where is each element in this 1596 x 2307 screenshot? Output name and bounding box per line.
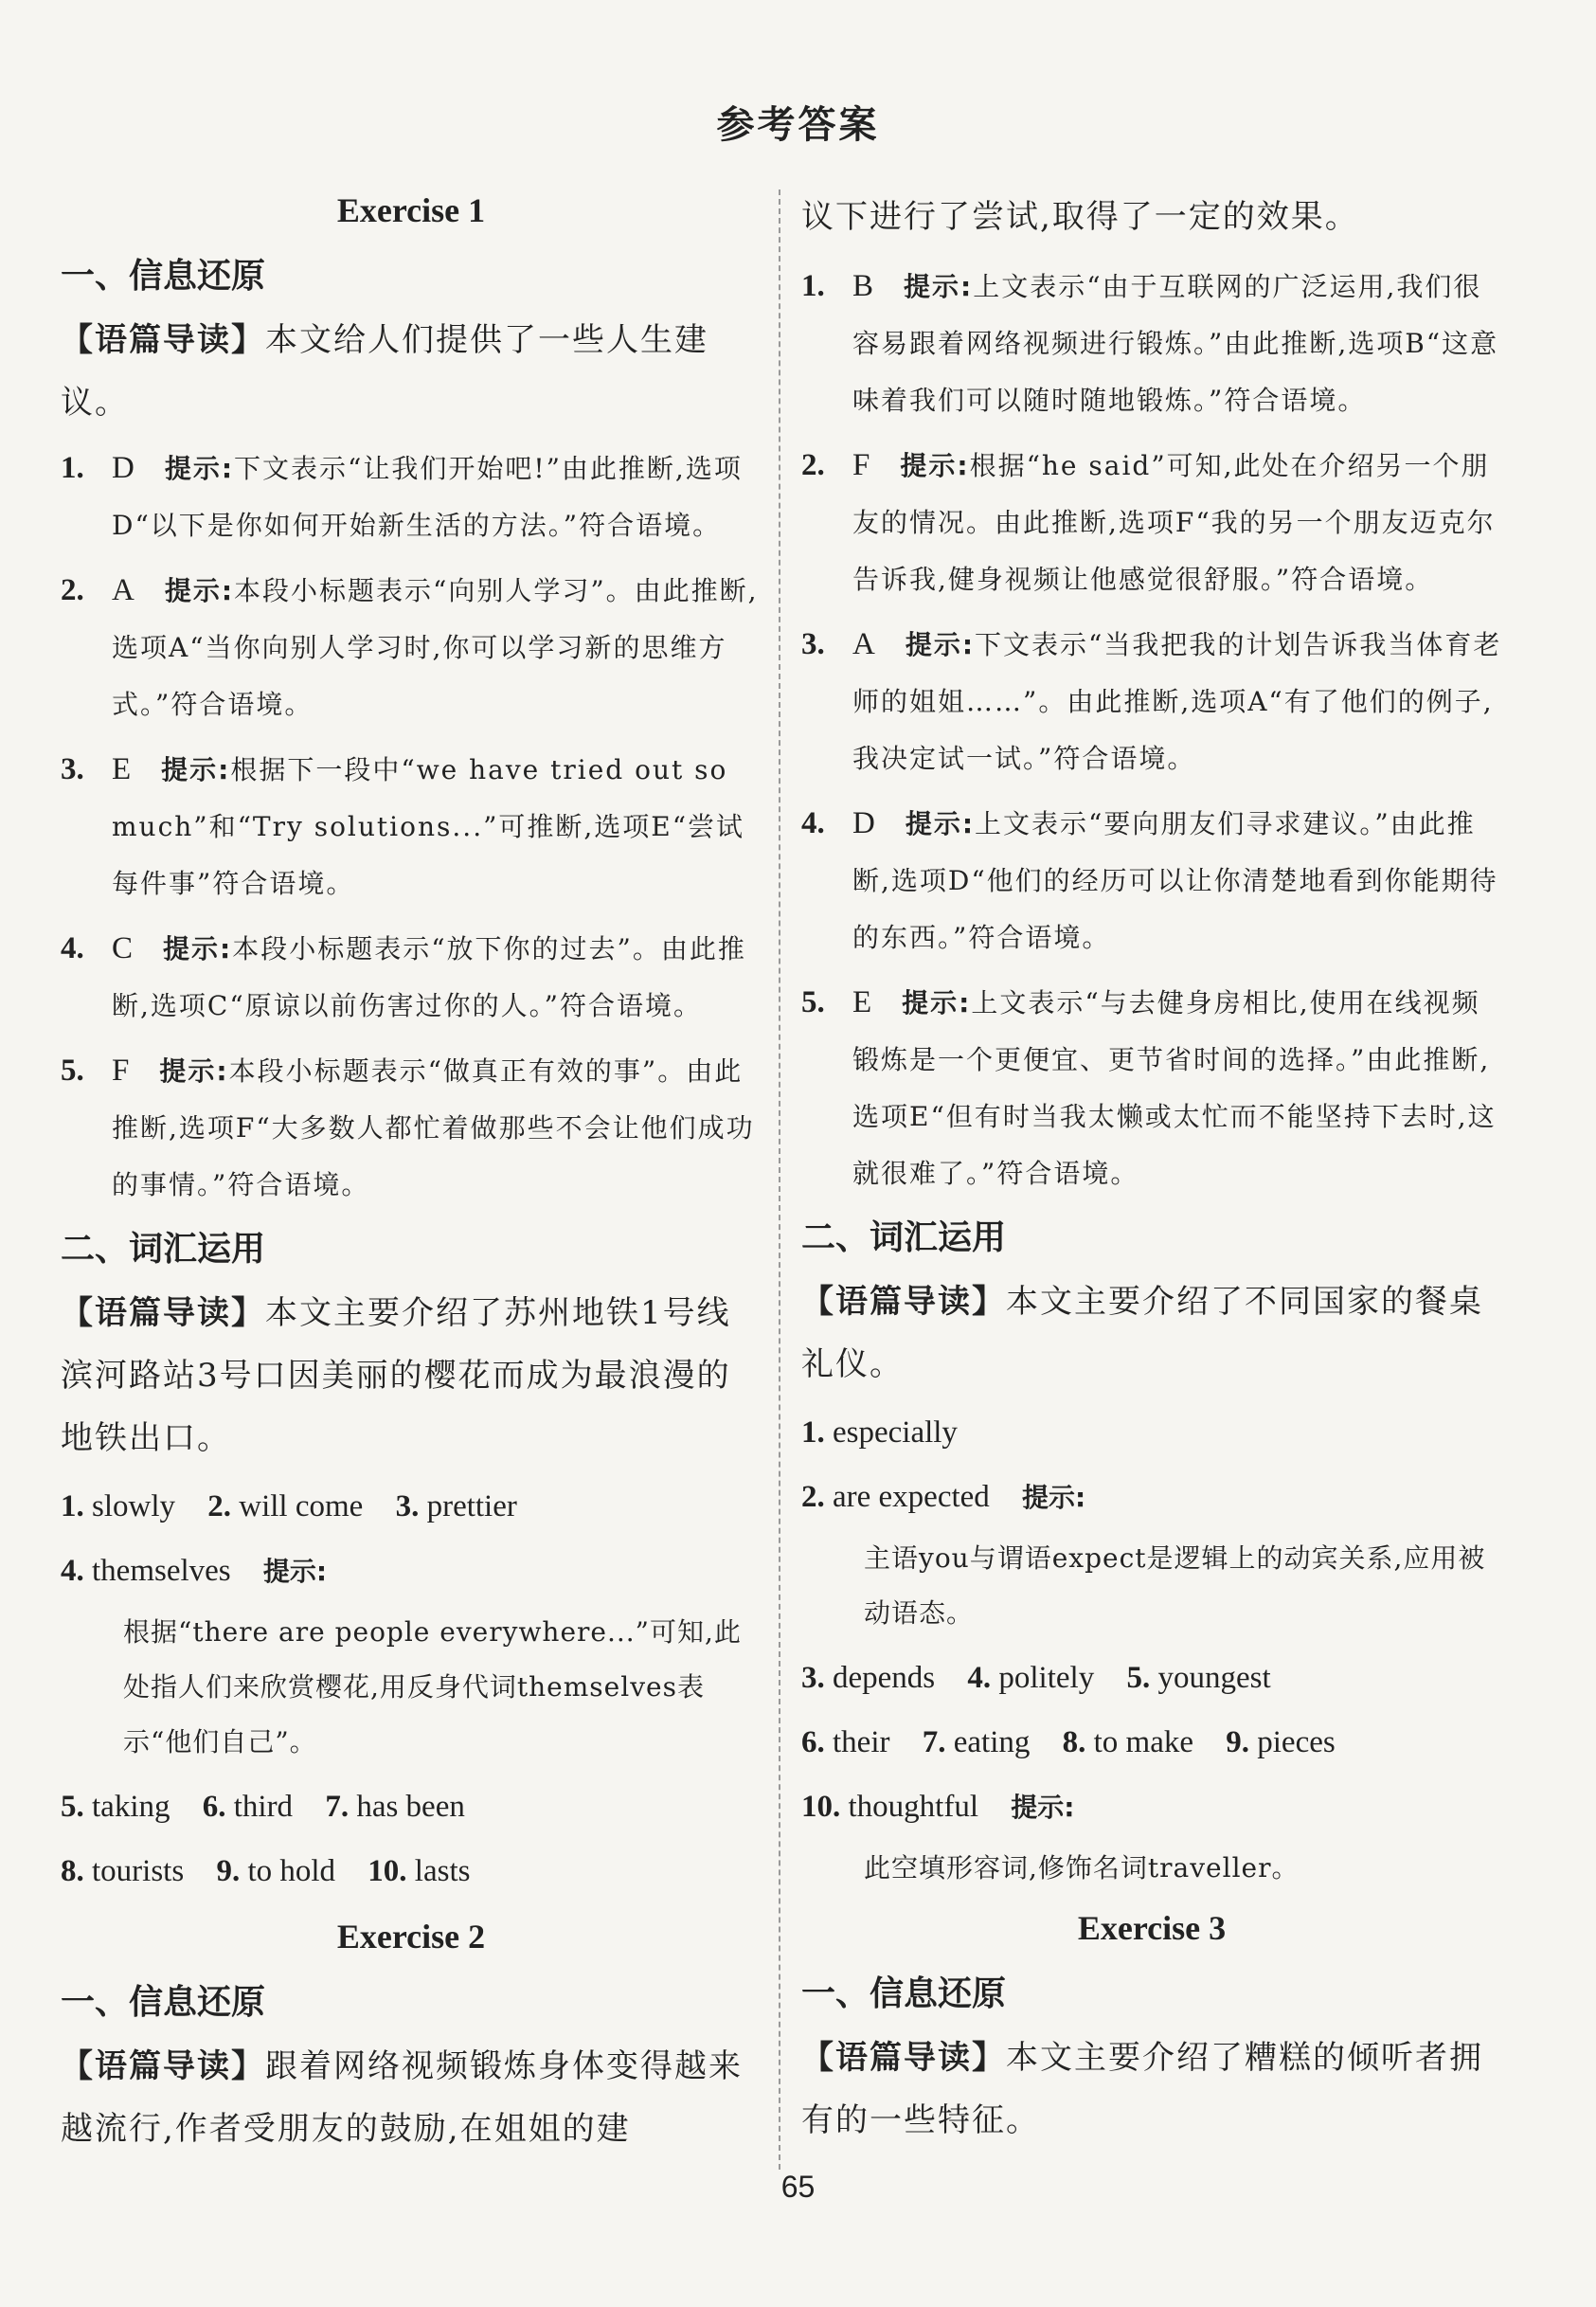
item-number: 10. <box>368 1854 407 1888</box>
ex1-vocab-item-4-hint: 根据“there are people everywhere...”可知,此处指人们来欣赏樱花,用反身代词themselves表示“他们自己”。 <box>123 1616 742 1757</box>
answer-letter: D <box>112 451 136 485</box>
ex2-answer-5 <box>801 974 1502 1202</box>
ex1-section2-heading: 二、词汇运用 <box>61 1230 266 1269</box>
answer-letter: A <box>112 573 136 607</box>
answer-letter: F <box>112 1054 132 1088</box>
ex1-vocab-item-4 <box>61 1540 762 1603</box>
hint-text: 根据“he said”可知,此处在介绍另一个朋友的情况。由此推断,选项F“我的另一个朋友迈克尔告诉我,健身视频让他感觉很舒服。”符合语境。 <box>852 450 1496 595</box>
item-number: 5. <box>61 1790 84 1824</box>
exercise-2-title: Exercise 2 <box>336 1918 486 1956</box>
ex2-vocab-item-2-hint: 主语you与谓语expect是逻辑上的动宾关系,应用被动语态。 <box>864 1542 1486 1629</box>
hint-text: 本段小标题表示“做真正有效的事”。由此推断,选项F“大多数人都忙着做那些不会让他们成功的事情。”符合语境。 <box>112 1055 755 1200</box>
item-number: 3. <box>801 1661 825 1695</box>
item-number: 5. <box>801 985 825 1019</box>
item-number: 2. <box>207 1489 232 1523</box>
ex2-vocab-row-3 <box>801 1647 1502 1709</box>
answer-letter: E <box>852 985 874 1019</box>
item-number: 4. <box>61 1554 84 1588</box>
column-divider <box>779 189 780 2170</box>
hint-text: 上文表示“由于互联网的广泛运用,我们很容易跟着网络视频进行锻炼。”由此推断,选项B“这意味着我们可以随时随地锻炼。”符合语境。 <box>852 271 1499 416</box>
hint-label: 提示: <box>161 754 231 785</box>
intro-tag: 【语篇导读】 <box>61 2047 265 2085</box>
hint-label: 提示: <box>164 575 235 606</box>
intro-tag: 【语篇导读】 <box>801 2039 1006 2077</box>
exercise-1-title: Exercise 1 <box>336 191 486 229</box>
item-number: 8. <box>1062 1725 1086 1759</box>
answer-word: taking <box>92 1790 170 1824</box>
hint-text: 本段小标题表示“向别人学习”。由此推断,选项A“当你向别人学习时,你可以学习新的思维方式。”符合语境。 <box>112 575 759 720</box>
answer-letter: C <box>112 931 135 965</box>
answer-word: are expected <box>833 1480 990 1514</box>
ex1-section1-intro <box>61 309 762 434</box>
hint-label: 提示: <box>164 453 235 484</box>
hint-label: 提示: <box>262 1556 328 1587</box>
hint-label: 提示: <box>900 450 970 481</box>
hint-label: 提示: <box>159 1055 229 1087</box>
left-column <box>61 186 762 2166</box>
item-number: 1. <box>61 1489 84 1523</box>
answer-word: eating <box>953 1725 1031 1759</box>
ex2-section1-heading: 一、信息还原 <box>61 1983 266 2022</box>
intro-text: 跟着网络视频锻炼身体变得越来越流行,作者受朋友的鼓励,在姐姐的建 <box>61 2047 743 2148</box>
ex1-answer-3 <box>61 741 762 912</box>
item-number: 5. <box>1126 1661 1151 1695</box>
intro-text: 本文主要介绍了糟糕的倾听者拥有的一些特征。 <box>801 2039 1483 2139</box>
hint-text: 上文表示“与去健身房相比,使用在线视频锻炼是一个更便宜、更节省时间的选择。”由此推断,选项E“但有时当我太懒或太忙而不能坚持下去时,这就很难了。”符合语境。 <box>852 987 1497 1189</box>
page-title: 参考答案 <box>716 103 880 147</box>
intro-text: 本文主要介绍了苏州地铁1号线滨河路站3号口因美丽的樱花而成为最浪漫的地铁出口。 <box>61 1294 731 1457</box>
ex2-answer-1 <box>801 258 1502 429</box>
item-number: 7. <box>922 1725 946 1759</box>
answer-word: lasts <box>414 1854 471 1888</box>
ex1-section2-intro <box>61 1282 762 1469</box>
intro-text: 本文给人们提供了一些人生建议。 <box>61 321 708 422</box>
answer-word: to make <box>1093 1725 1194 1759</box>
hint-text: 上文表示“要向朋友们寻求建议。”由此推断,选项D“他们的经历可以让你清楚地看到你能期待的东西。”符合语境。 <box>852 808 1498 953</box>
item-number: 4. <box>801 806 825 840</box>
hint-text: 根据下一段中“we have tried out so much”和“Try solutions...”可推断,选项E“尝试每件事”符合语境。 <box>112 754 745 899</box>
ex2-vocab-row-4 <box>801 1711 1502 1774</box>
item-number: 5. <box>61 1054 84 1088</box>
ex2-answer-2 <box>801 437 1502 608</box>
intro-tag: 【语篇导读】 <box>61 1294 265 1332</box>
page-number: 65 <box>780 2170 816 2204</box>
item-number: 3. <box>801 627 825 661</box>
item-number: 4. <box>967 1661 992 1695</box>
answer-word: prettier <box>426 1489 517 1523</box>
answer-word: youngest <box>1157 1661 1271 1695</box>
ex1-section1-heading: 一、信息还原 <box>61 257 266 296</box>
ex2-vocab-item-1 <box>801 1401 1502 1464</box>
ex1-answer-4 <box>61 920 762 1035</box>
ex1-answer-5 <box>61 1042 762 1214</box>
item-number: 10. <box>801 1790 841 1824</box>
item-number: 4. <box>61 931 84 965</box>
answer-word: pieces <box>1257 1725 1336 1759</box>
item-number: 1. <box>61 451 84 485</box>
answer-word: will come <box>239 1489 364 1523</box>
answer-word: has been <box>356 1790 465 1824</box>
item-number: 2. <box>61 573 84 607</box>
answer-word: thoughtful <box>848 1790 978 1824</box>
ex3-section1-heading: 一、信息还原 <box>801 1974 1007 2013</box>
hint-label: 提示: <box>163 933 233 964</box>
answer-word: depends <box>833 1661 936 1695</box>
answer-word: tourists <box>92 1854 185 1888</box>
ex2-section1-intro-continued: 议下进行了尝试,取得了一定的效果。 <box>801 198 1359 236</box>
answer-word: their <box>833 1725 890 1759</box>
item-number: 2. <box>801 448 825 482</box>
ex1-answer-1 <box>61 440 762 554</box>
item-number: 2. <box>801 1480 825 1514</box>
item-number: 9. <box>216 1854 241 1888</box>
ex2-vocab-item-10-hint: 此空填形容词,修饰名词traveller。 <box>864 1852 1300 1883</box>
answer-letter: A <box>852 627 877 661</box>
hint-label: 提示: <box>905 808 976 839</box>
answer-letter: E <box>112 752 134 786</box>
hint-label: 提示: <box>1011 1792 1075 1823</box>
answer-letter: F <box>852 448 872 482</box>
ex2-answer-3 <box>801 616 1502 787</box>
ex3-section1-intro <box>801 2027 1502 2152</box>
answer-word: slowly <box>92 1489 176 1523</box>
ex1-vocab-row-3 <box>61 1840 762 1902</box>
intro-tag: 【语篇导读】 <box>61 321 265 359</box>
hint-label: 提示: <box>904 271 974 302</box>
item-number: 3. <box>61 752 84 786</box>
ex2-answer-4 <box>801 795 1502 966</box>
hint-text: 下文表示“当我把我的计划告诉我当体育老师的姐姐……”。由此推断,选项A“有了他们的例子,我决定试一试。”符合语境。 <box>852 629 1502 774</box>
item-number: 8. <box>61 1854 84 1888</box>
hint-label: 提示: <box>902 987 972 1018</box>
hint-text: 下文表示“让我们开始吧!”由此推断,选项D“以下是你如何开始新生活的方法。”符合语境。 <box>112 453 743 541</box>
answer-letter: D <box>852 806 877 840</box>
ex2-section2-heading: 二、词汇运用 <box>801 1218 1007 1257</box>
ex1-vocab-row-1 <box>61 1475 762 1538</box>
hint-text: 本段小标题表示“放下你的过去”。由此推断,选项C“原谅以前伤害过你的人。”符合语境。 <box>112 933 746 1021</box>
item-number: 7. <box>325 1790 350 1824</box>
ex1-answer-2 <box>61 562 762 733</box>
ex2-vocab-item-10 <box>801 1775 1502 1839</box>
intro-tag: 【语篇导读】 <box>801 1283 1006 1321</box>
answer-word: to hold <box>247 1854 336 1888</box>
right-column <box>801 186 1502 2157</box>
item-number: 6. <box>202 1790 226 1824</box>
item-number: 9. <box>1226 1725 1250 1759</box>
item-number: 6. <box>801 1725 825 1759</box>
hint-label: 提示: <box>905 629 976 660</box>
answer-letter: B <box>852 269 876 303</box>
ex1-vocab-row-2 <box>61 1775 762 1838</box>
answer-word: third <box>233 1790 294 1824</box>
item-number: 1. <box>801 1415 825 1450</box>
intro-text: 本文主要介绍了不同国家的餐桌礼仪。 <box>801 1283 1483 1383</box>
answer-word: especially <box>833 1415 958 1450</box>
ex2-section2-intro <box>801 1271 1502 1396</box>
hint-label: 提示: <box>1022 1482 1086 1513</box>
answer-word: politely <box>998 1661 1095 1695</box>
item-number: 3. <box>395 1489 420 1523</box>
exercise-3-title: Exercise 3 <box>1077 1909 1227 1947</box>
answer-word: themselves <box>92 1554 231 1588</box>
item-number: 1. <box>801 269 825 303</box>
ex2-vocab-item-2 <box>801 1466 1502 1529</box>
ex2-section1-intro <box>61 2035 762 2160</box>
